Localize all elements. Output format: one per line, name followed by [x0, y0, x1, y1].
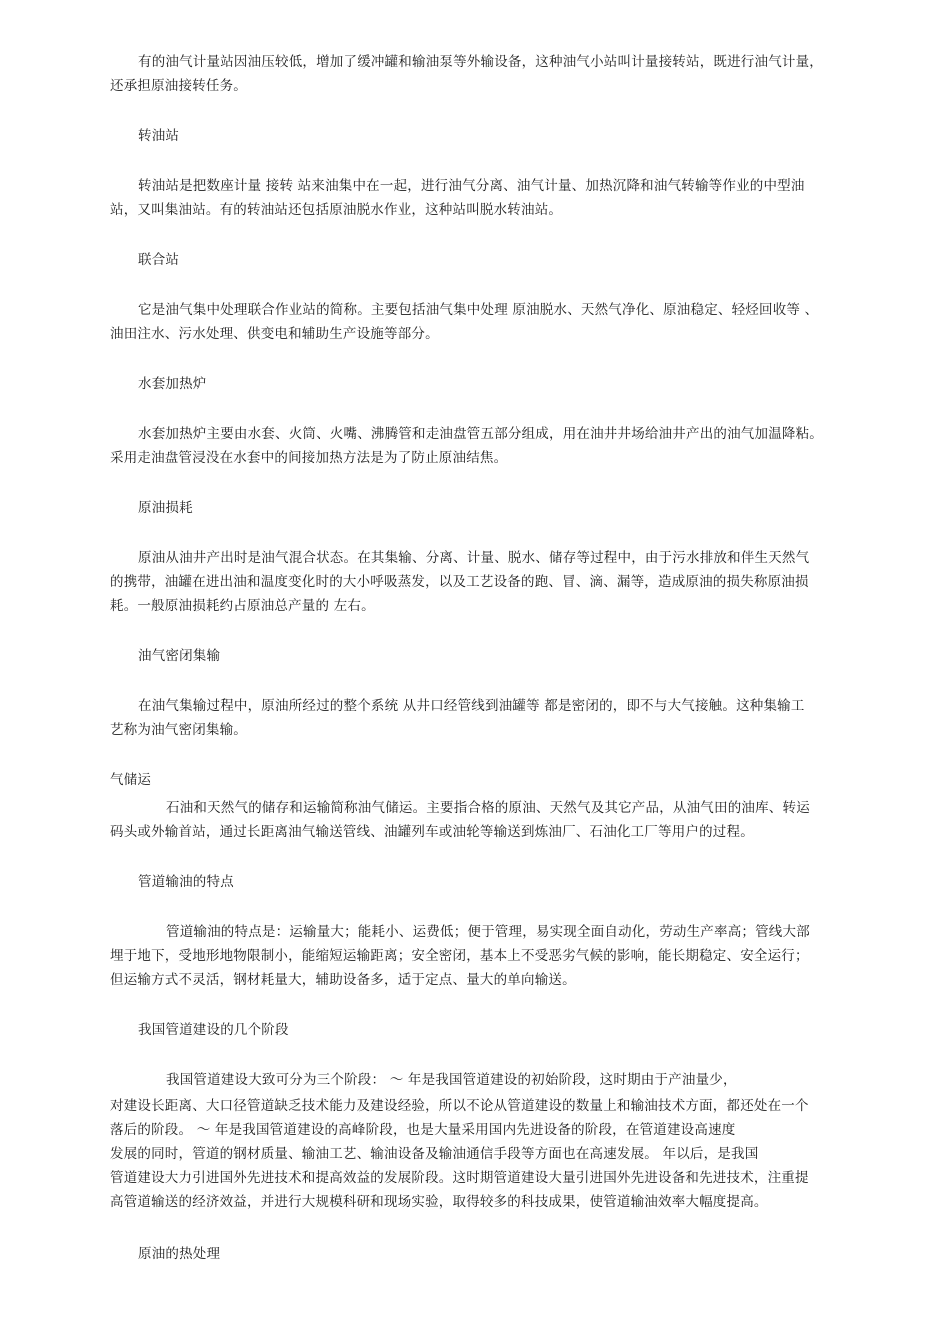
paragraph-line: 有的油气计量站因油压较低，增加了缓冲罐和输油泵等外输设备，这种油气小站叫计量接转站，既进行油气计量，	[138, 54, 823, 70]
paragraph-line: 落后的阶段。 ～ 年是我国管道建设的高峰阶段，也是大量采用国内先进设备的阶段，在管道建设高速度	[110, 1122, 736, 1138]
paragraph-line: 管道输油的特点是：运输量大；能耗小、运费低；便于管理，易实现全面自动化，劳动生产率高；管线大部	[166, 924, 810, 940]
section-heading: 转油站	[138, 128, 180, 144]
paragraph-line: 发展的同时，管道的钢材质量、输油工艺、输油设备及输油通信手段等方面也在高速发展。 年以后，是我国	[110, 1146, 759, 1162]
paragraph-line: 还承担原油接转任务。	[110, 78, 247, 94]
paragraph-line: 转油站是把数座计量 接转 站来油集中在一起，进行油气分离、油气计量、加热沉降和油气转输等作业的中型油	[138, 178, 805, 194]
section-heading: 水套加热炉	[138, 376, 207, 392]
section-heading: 油气密闭集输	[138, 648, 221, 664]
paragraph-line: 但运输方式不灵活，钢材耗量大，辅助设备多，适于定点、量大的单向输送。	[110, 972, 576, 988]
paragraph-line: 的携带，油罐在进出油和温度变化时的大小呼吸蒸发，以及工艺设备的跑、冒、滴、漏等，造成原油的损失称原油损	[110, 574, 809, 590]
paragraph-line: 油田注水、污水处理、供变电和辅助生产设施等部分。	[110, 326, 439, 342]
paragraph-line: 高管道输送的经济效益，并进行大规模科研和现场实验，取得较多的科技成果，使管道输油效率大幅度提高。	[110, 1194, 768, 1210]
paragraph-line: 对建设长距离、大口径管道缺乏技术能力及建设经验，所以不论从管道建设的数量上和输油技术方面，都还处在一个	[110, 1098, 809, 1114]
paragraph-line: 艺称为油气密闭集输。	[110, 722, 247, 738]
paragraph-line: 它是油气集中处理联合作业站的简称。主要包括油气集中处理 原油脱水、天然气净化、原油稳定、轻烃回收等 、	[138, 302, 819, 318]
paragraph-line: 采用走油盘管浸没在水套中的间接加热方法是为了防止原油结焦。	[110, 450, 508, 466]
paragraph-line: 埋于地下，受地形地物限制小，能缩短运输距离；安全密闭，基本上不受恶劣气候的影响，能长期稳定、安全运行；	[110, 948, 809, 964]
paragraph-line: 耗。一般原油损耗约占原油总产量的 左右。	[110, 598, 375, 614]
paragraph-line: 站，又叫集油站。有的转油站还包括原油脱水作业，这种站叫脱水转油站。	[110, 202, 563, 218]
section-heading: 我国管道建设的几个阶段	[138, 1022, 289, 1038]
paragraph-line: 原油从油井产出时是油气混合状态。在其集输、分离、计量、脱水、储存等过程中，由于污水排放和伴生天然气	[138, 550, 810, 566]
paragraph-line: 石油和天然气的储存和运输简称油气储运。主要指合格的原油、天然气及其它产品，从油气田的油库、转运	[166, 800, 810, 816]
paragraph-line: 水套加热炉主要由水套、火筒、火嘴、沸腾管和走油盘管五部分组成，用在油井井场给油井产出的油气加温降粘。	[138, 426, 823, 442]
section-heading: 管道输油的特点	[138, 874, 234, 890]
paragraph-line: 管道建设大力引进国外先进技术和提高效益的发展阶段。这时期管道建设大量引进国外先进设备和先进技术，注重提	[110, 1170, 809, 1186]
section-heading: 联合站	[138, 252, 180, 268]
paragraph-line: 码头或外输首站，通过长距离油气输送管线、油罐列车或油轮等输送到炼油厂、石油化工厂等用户的过程。	[110, 824, 754, 840]
paragraph-line: 在油气集输过程中，原油所经过的整个系统 从井口经管线到油罐等 都是密闭的，即不与大气接触。这种集输工	[138, 698, 805, 714]
section-heading: 原油的热处理	[138, 1246, 221, 1262]
section-heading: 原油损耗	[138, 500, 193, 516]
paragraph-line: 我国管道建设大致可分为三个阶段： ～ 年是我国管道建设的初始阶段，这时期由于产油量少，	[166, 1072, 737, 1088]
section-heading: 气储运	[110, 772, 152, 788]
